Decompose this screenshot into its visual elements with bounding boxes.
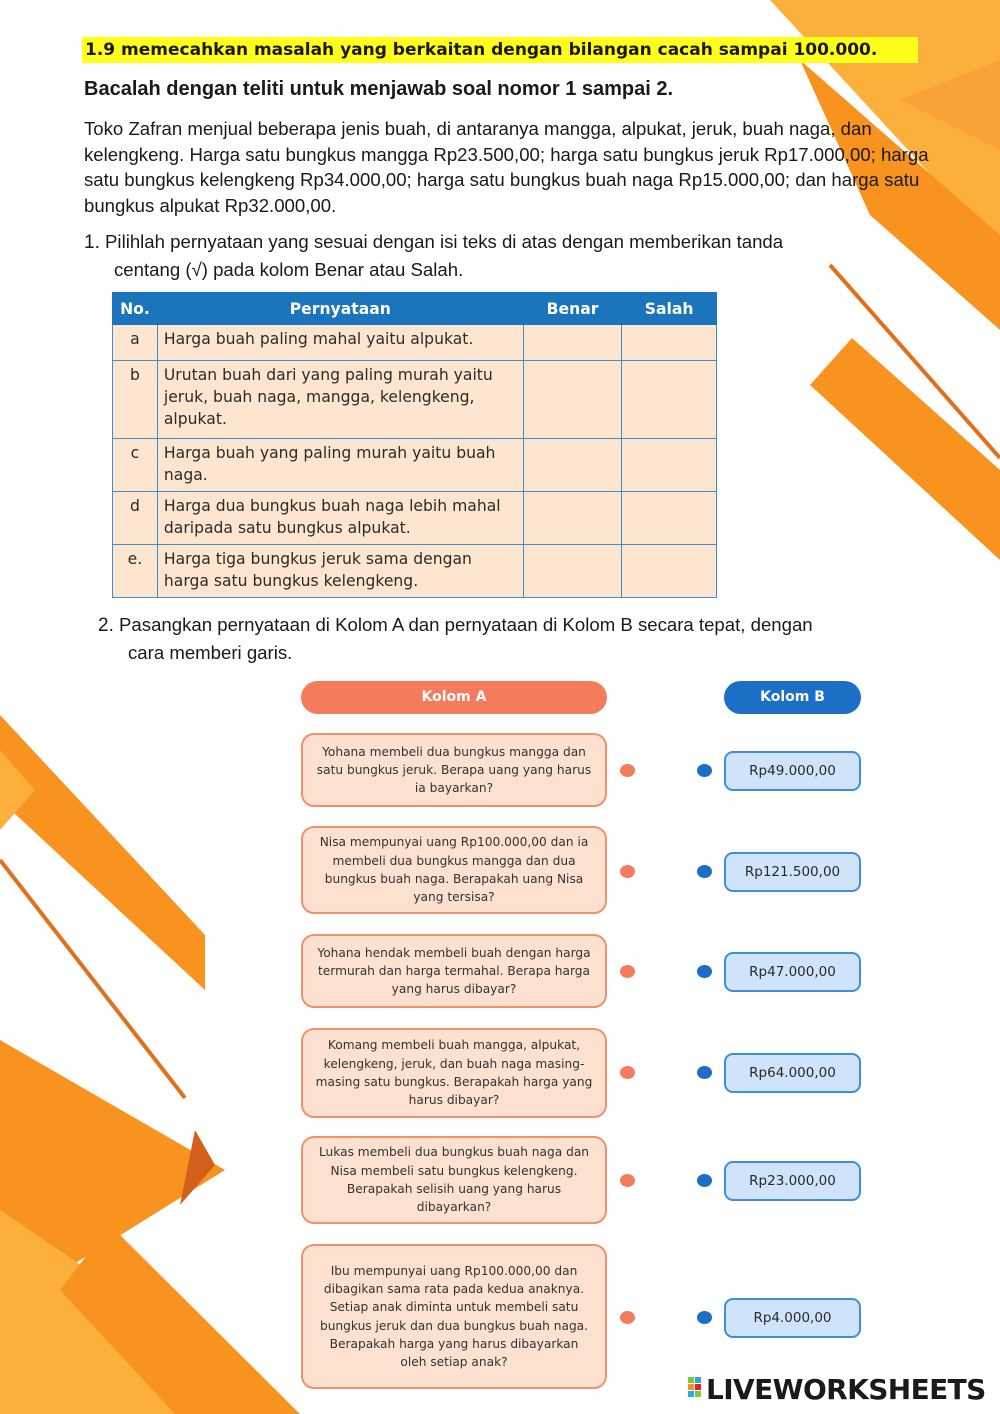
column-a-item: Yohana membeli dua bungkus mangga dan satu bungkus jeruk. Berapa uang yang harus ia bayarkan? (301, 733, 607, 807)
row-statement: Harga buah yang paling murah yaitu buah naga. (157, 439, 523, 492)
true-checkbox-cell[interactable] (523, 492, 622, 545)
story-text: Toko Zafran menjual beberapa jenis buah, di antaranya mangga, alpukat, jeruk, buah naga, dan kelengkeng. Harga satu bungkus mangga Rp23.500,00; harga satu bungkus jeruk Rp17.000,00; harga satu bungkus kelengkeng Rp34.000,00; harga satu bungkus buah naga Rp15.000,00; dan harga satu bungkus alpukat Rp32.000,00. (84, 118, 929, 216)
column-a-item: Yohana hendak membeli buah dengan harga termurah dan harga termahal. Berapa harga yang harus dibayar? (301, 934, 607, 1008)
row-statement: Harga tiga bungkus jeruk sama dengan harga satu bungkus kelengkeng. (157, 545, 523, 598)
false-checkbox-cell[interactable] (622, 492, 717, 545)
row-number: b (113, 361, 158, 439)
row-number: d (113, 492, 158, 545)
column-b-item: Rp121.500,00 (724, 852, 861, 892)
learning-objective: 1.9 memecahkan masalah yang berkaitan dengan bilangan cacah sampai 100.000. (82, 37, 918, 63)
column-b-connect-dot[interactable] (697, 1174, 712, 1187)
column-b-item: Rp23.000,00 (724, 1161, 861, 1201)
row-statement: Harga buah paling mahal yaitu alpukat. (157, 325, 523, 361)
true-checkbox-cell[interactable] (523, 439, 622, 492)
row-statement: Urutan buah dari yang paling murah yaitu jeruk, buah naga, mangga, kelengkeng, alpukat. (157, 361, 523, 439)
row-statement: Harga dua bungkus buah naga lebih mahal daripada satu bungkus alpukat. (157, 492, 523, 545)
table-row (113, 439, 717, 492)
table-row (113, 492, 717, 545)
table-row (113, 545, 717, 598)
statement-table (112, 292, 717, 598)
false-checkbox-cell[interactable] (622, 361, 717, 439)
logo-text: LIVEWORKSHEETS (706, 1373, 986, 1406)
header-false: Salah (622, 293, 717, 325)
column-b-item: Rp49.000,00 (724, 751, 861, 791)
column-b-connect-dot[interactable] (697, 1311, 712, 1324)
true-checkbox-cell[interactable] (523, 361, 622, 439)
row-number: c (113, 439, 158, 492)
false-checkbox-cell[interactable] (622, 325, 717, 361)
column-b-connect-dot[interactable] (697, 865, 712, 878)
table-row (113, 325, 717, 361)
header-statement: Pernyataan (157, 293, 523, 325)
true-checkbox-cell[interactable] (523, 325, 622, 361)
question-2-number: 2. (98, 615, 114, 636)
true-checkbox-cell[interactable] (523, 545, 622, 598)
column-a-connect-dot[interactable] (620, 865, 635, 878)
question-1-text-line1: Pilihlah pernyataan yang sesuai dengan isi teks di atas dengan memberikan tanda (105, 231, 784, 252)
column-a-header: Kolom A (301, 681, 607, 714)
column-a-connect-dot[interactable] (620, 1066, 635, 1079)
column-a-connect-dot[interactable] (620, 1174, 635, 1187)
question-1-text-line2: centang (√) pada kolom Benar atau Salah. (114, 259, 464, 280)
liveworksheets-logo (688, 1373, 990, 1407)
question-1-number: 1. (84, 232, 100, 253)
row-number: e. (113, 545, 158, 598)
instruction-heading: Bacalah dengan teliti untuk menjawab soal nomor 1 sampai 2. (84, 78, 674, 100)
question-2 (98, 611, 968, 666)
column-b-header: Kolom B (724, 681, 861, 714)
column-a-connect-dot[interactable] (620, 1311, 635, 1324)
column-a-item: Ibu mempunyai uang Rp100.000,00 dan dibagikan sama rata pada kedua anaknya. Setiap anak diminta untuk membeli satu bungkus jeruk dan dua bungkus buah naga. Berapakah harga yang harus dibayarkan oleh setiap anak? (301, 1244, 607, 1389)
question-2-text-line1: Pasangkan pernyataan di Kolom A dan pernyataan di Kolom B secara tepat, dengan (119, 614, 813, 635)
table-row (113, 361, 717, 439)
false-checkbox-cell[interactable] (622, 545, 717, 598)
column-a-connect-dot[interactable] (620, 764, 635, 777)
row-number: a (113, 325, 158, 361)
column-b-item: Rp4.000,00 (724, 1298, 861, 1338)
column-a-connect-dot[interactable] (620, 965, 635, 978)
column-a-item: Lukas membeli dua bungkus buah naga dan Nisa membeli satu bungkus kelengkeng. Berapakah selisih uang yang harus dibayarkan? (301, 1136, 607, 1224)
header-true: Benar (523, 293, 622, 325)
column-a-item: Nisa mempunyai uang Rp100.000,00 dan ia membeli dua bungkus mangga dan dua bungkus buah naga. Berapakah uang Nisa yang tersisa? (301, 826, 607, 914)
question-1 (84, 228, 934, 283)
column-b-item: Rp47.000,00 (724, 952, 861, 992)
question-2-text-line2: cara memberi garis. (128, 642, 293, 663)
column-b-item: Rp64.000,00 (724, 1053, 861, 1093)
column-b-connect-dot[interactable] (697, 1066, 712, 1079)
false-checkbox-cell[interactable] (622, 439, 717, 492)
header-no: No. (113, 293, 158, 325)
column-b-connect-dot[interactable] (697, 965, 712, 978)
column-b-connect-dot[interactable] (697, 764, 712, 777)
column-a-item: Komang membeli buah mangga, alpukat, kelengkeng, jeruk, dan buah naga masing-masing satu bungkus. Berapakah harga yang harus dibayar? (301, 1028, 607, 1118)
